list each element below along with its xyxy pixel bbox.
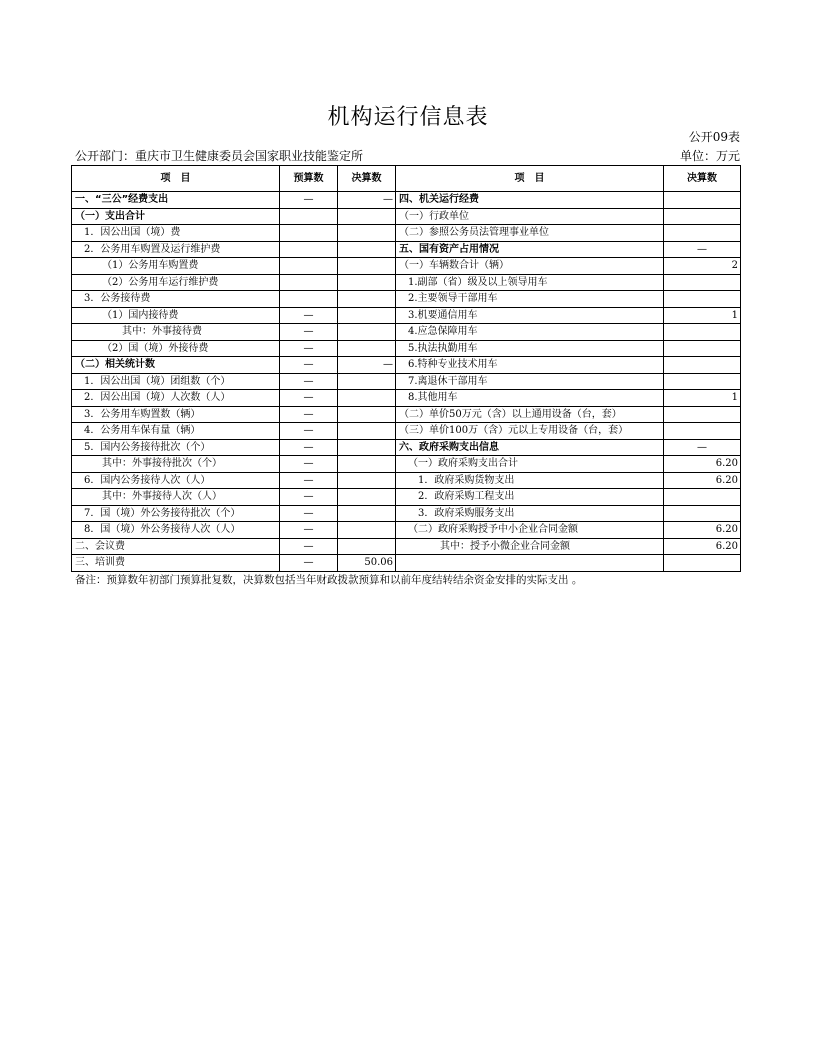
row-budget: — (280, 423, 338, 440)
row-item-left: 5．国内公务接待批次（个） (72, 439, 280, 456)
row-item-left: 4．公务用车保有量（辆） (72, 423, 280, 440)
row-final-right (664, 505, 741, 522)
table-row (72, 472, 741, 489)
table-row (72, 340, 741, 357)
row-item-left: 其中：外事接待批次（个） (72, 456, 280, 473)
table-row (72, 390, 741, 407)
row-item-right: 3．政府采购服务支出 (396, 505, 664, 522)
row-item-right: （二）政府采购授予中小企业合同金额 (396, 522, 664, 539)
row-item-right: （一）行政单位 (396, 208, 664, 225)
row-item-left: 其中：外事接待费 (72, 324, 280, 341)
table-row (72, 522, 741, 539)
row-item-left: （二）相关统计数 (72, 357, 280, 374)
page-title: 机构运行信息表 (327, 105, 489, 130)
row-budget: — (280, 439, 338, 456)
row-budget: — (280, 406, 338, 423)
row-item-right: 8.其他用车 (396, 390, 664, 407)
row-item-right (396, 555, 664, 572)
row-budget: — (280, 307, 338, 324)
row-final-left (338, 423, 396, 440)
row-budget (280, 225, 338, 242)
row-item-left: 3．公务接待费 (72, 291, 280, 308)
row-item-left: （一）支出合计 (72, 208, 280, 225)
row-final-right (664, 489, 741, 506)
table-row (72, 208, 741, 225)
row-item-right: 其中：授予小微企业合同金额 (396, 538, 664, 555)
row-final-left: — (338, 192, 396, 209)
header-budget: 预算数 (280, 166, 338, 192)
row-final-left (338, 258, 396, 275)
table-row (72, 225, 741, 242)
row-final-left (338, 307, 396, 324)
row-final-right: 6.20 (664, 538, 741, 555)
row-budget: — (280, 538, 338, 555)
table-row (72, 489, 741, 506)
row-final-left (338, 522, 396, 539)
row-item-left: 三、培训费 (72, 555, 280, 572)
row-budget: — (280, 555, 338, 572)
row-item-right: 1．政府采购货物支出 (396, 472, 664, 489)
row-final-left (338, 373, 396, 390)
row-item-left: 一、“三公”经费支出 (72, 192, 280, 209)
row-item-left: 2．公务用车购置及运行维护费 (72, 241, 280, 258)
row-item-left: （2）公务用车运行维护费 (72, 274, 280, 291)
row-budget (280, 274, 338, 291)
row-item-right: 2.主要领导干部用车 (396, 291, 664, 308)
row-item-right: 6.特种专业技术用车 (396, 357, 664, 374)
header-item-left: 项 目 (72, 166, 280, 192)
row-final-left (338, 505, 396, 522)
row-item-right: 1.副部（省）级及以上领导用车 (396, 274, 664, 291)
row-final-right (664, 274, 741, 291)
row-budget: — (280, 522, 338, 539)
header-final-right: 决算数 (664, 166, 741, 192)
row-final-right (664, 225, 741, 242)
unit-label: 单位：万元 (679, 149, 740, 163)
row-item-left: 其中：外事接待人次（人） (72, 489, 280, 506)
row-item-right: （一）车辆数合计（辆） (396, 258, 664, 275)
footnote: 备注：预算数年初部门预算批复数，决算数包括当年财政拨款预算和以前年度结转结余资金安排的实际支出 。 (75, 574, 583, 586)
table-row (72, 538, 741, 555)
row-final-right (664, 406, 741, 423)
row-item-left: 7．国（境）外公务接待批次（个） (72, 505, 280, 522)
row-final-right: 2 (664, 258, 741, 275)
table-row (72, 192, 741, 209)
row-final-left (338, 274, 396, 291)
row-final-right (664, 208, 741, 225)
operations-info-table (71, 165, 741, 572)
row-item-left: 2．因公出国（境）人次数（人） (72, 390, 280, 407)
row-budget: — (280, 472, 338, 489)
row-final-left (338, 291, 396, 308)
table-row (72, 555, 741, 572)
table-row (72, 456, 741, 473)
row-item-left: 1．因公出国（境）团组数（个） (72, 373, 280, 390)
row-item-right: 五、国有资产占用情况 (396, 241, 664, 258)
row-final-right: 6.20 (664, 472, 741, 489)
table-header-row (72, 166, 741, 192)
row-item-right: 3.机要通信用车 (396, 307, 664, 324)
row-final-left (338, 390, 396, 407)
row-final-right (664, 324, 741, 341)
row-item-left: （1）国内接待费 (72, 307, 280, 324)
row-item-right: 六、政府采购支出信息 (396, 439, 664, 456)
row-budget (280, 258, 338, 275)
row-item-right: （一）政府采购支出合计 (396, 456, 664, 473)
row-final-left (338, 324, 396, 341)
row-item-right: 5.执法执勤用车 (396, 340, 664, 357)
table-row (72, 439, 741, 456)
row-budget: — (280, 357, 338, 374)
row-final-right (664, 340, 741, 357)
row-final-right: 6.20 (664, 522, 741, 539)
row-item-left: （1）公务用车购置费 (72, 258, 280, 275)
row-budget: — (280, 192, 338, 209)
row-item-left: （2）国（境）外接待费 (72, 340, 280, 357)
table-row (72, 423, 741, 440)
row-item-right: 2．政府采购工程支出 (396, 489, 664, 506)
row-final-left (338, 489, 396, 506)
table-row (72, 307, 741, 324)
table-row (72, 324, 741, 341)
row-final-left (338, 472, 396, 489)
table-row (72, 258, 741, 275)
header-item-right: 项 目 (396, 166, 664, 192)
table-row (72, 373, 741, 390)
row-item-right: 4.应急保障用车 (396, 324, 664, 341)
table-row (72, 241, 741, 258)
row-final-left (338, 208, 396, 225)
row-final-left (338, 225, 396, 242)
row-item-right: 四、机关运行经费 (396, 192, 664, 209)
row-budget: — (280, 456, 338, 473)
row-item-left: 6．国内公务接待人次（人） (72, 472, 280, 489)
row-final-right (664, 291, 741, 308)
row-budget: — (280, 390, 338, 407)
row-final-right: — (664, 241, 741, 258)
row-item-left: 8．国（境）外公务接待人次（人） (72, 522, 280, 539)
row-final-right (664, 192, 741, 209)
row-final-right (664, 357, 741, 374)
row-item-right: 7.离退休干部用车 (396, 373, 664, 390)
row-budget (280, 291, 338, 308)
row-final-left (338, 456, 396, 473)
table-row (72, 291, 741, 308)
row-final-right (664, 555, 741, 572)
row-final-right: 1 (664, 390, 741, 407)
row-item-left: 3．公务用车购置数（辆） (72, 406, 280, 423)
row-item-left: 1．因公出国（境）费 (72, 225, 280, 242)
table-number: 公开09表 (688, 130, 740, 144)
department-label: 公开部门：重庆市卫生健康委员会国家职业技能鉴定所 (75, 149, 364, 163)
row-final-left: 50.06 (338, 555, 396, 572)
row-final-left (338, 538, 396, 555)
row-budget (280, 208, 338, 225)
row-final-left: — (338, 357, 396, 374)
row-item-right: （二）参照公务员法管理事业单位 (396, 225, 664, 242)
row-item-right: （二）单价50万元（含）以上通用设备（台，套） (396, 406, 664, 423)
row-budget: — (280, 505, 338, 522)
table-row (72, 406, 741, 423)
row-item-right: （三）单价100万（含）元以上专用设备（台，套） (396, 423, 664, 440)
row-final-left (338, 340, 396, 357)
row-budget: — (280, 373, 338, 390)
row-budget (280, 241, 338, 258)
row-final-right (664, 373, 741, 390)
row-final-right: 1 (664, 307, 741, 324)
row-final-right: — (664, 439, 741, 456)
row-final-left (338, 241, 396, 258)
table-body (72, 166, 741, 572)
row-item-left: 二、会议费 (72, 538, 280, 555)
header-final-left: 决算数 (338, 166, 396, 192)
row-final-left (338, 439, 396, 456)
table-row (72, 274, 741, 291)
row-final-right (664, 423, 741, 440)
row-final-left (338, 406, 396, 423)
row-budget: — (280, 340, 338, 357)
table-row (72, 357, 741, 374)
row-final-right: 6.20 (664, 456, 741, 473)
row-budget: — (280, 324, 338, 341)
table-row (72, 505, 741, 522)
row-budget: — (280, 489, 338, 506)
